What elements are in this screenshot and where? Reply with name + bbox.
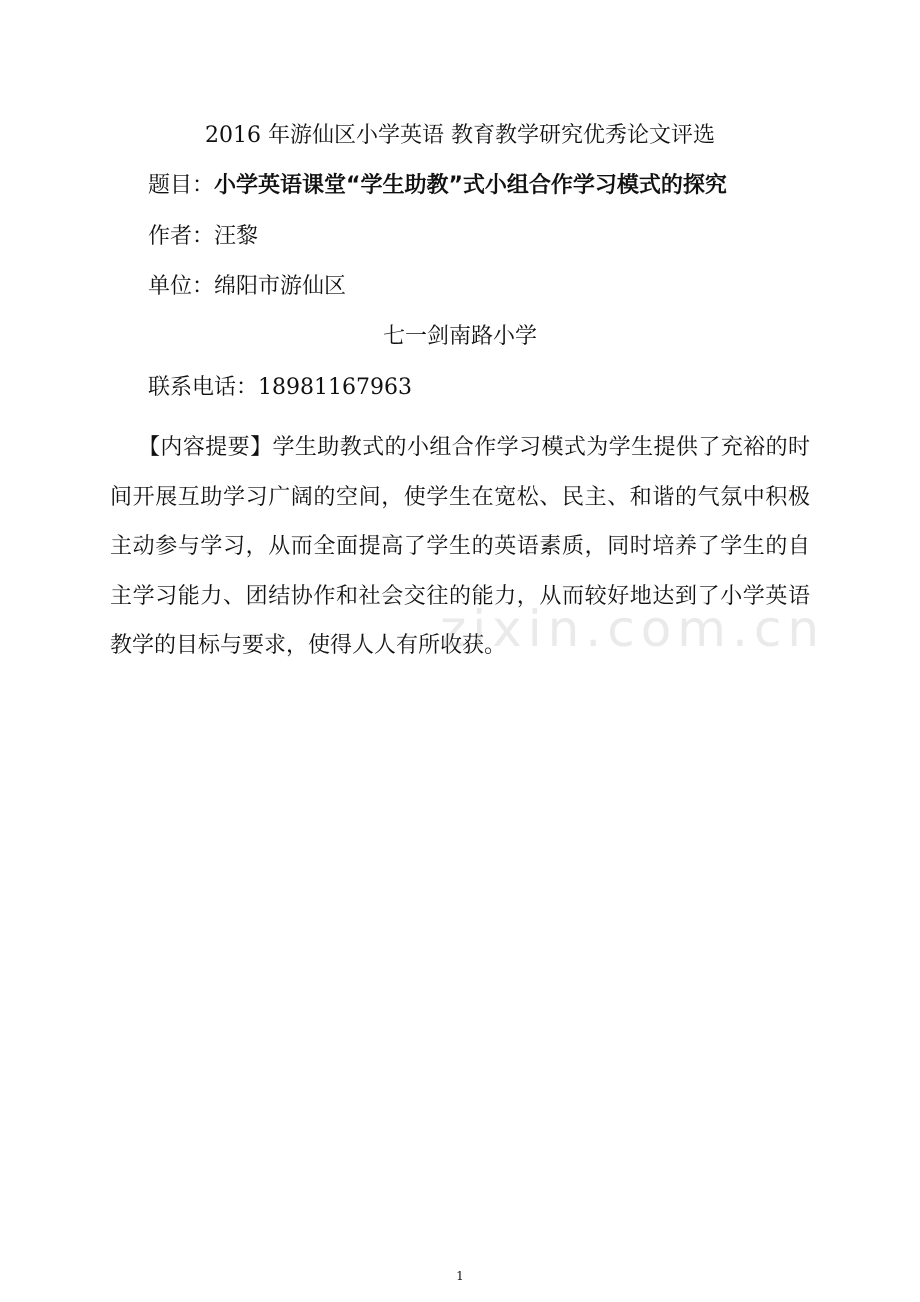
author-label: 作者： (148, 224, 215, 249)
topic-line (148, 171, 727, 201)
topic-label: 题目： (148, 173, 215, 198)
phone-value: 18981167963 (258, 375, 412, 400)
unit-value-line2: 七一剑南路小学 (382, 324, 537, 349)
author-line (148, 222, 258, 252)
watermark-text: zixin.com.cn (440, 600, 826, 658)
unit-value-line1: 绵阳市游仙区 (214, 274, 347, 299)
topic-value: 小学英语课堂“学生助教”式小组合作学习模式的探究 (214, 173, 727, 198)
document-title: 2016 年游仙区小学英语 教育教学研究优秀论文评选 (205, 123, 715, 148)
abstract-text: 学生助教式的小组合作学习模式为学生提供了充裕的时间开展互助学习广阔的空间，使学生在宽松、民主、和谐的气氛中积极主动参与学习，从而全面提高了学生的英语素质，同时培养了学生的自主学习能力、团结协作和社会交往的能力，从而较好地达到了小学英语教学的目标与要求，使得人人有所收获。 (110, 435, 810, 658)
phone-label: 联系电话： (148, 375, 259, 400)
page-number: 1 (456, 1269, 464, 1283)
unit-label: 单位： (148, 274, 215, 299)
unit-line (148, 272, 346, 302)
abstract-label: 【内容提要】 (138, 435, 273, 460)
phone-line (148, 373, 412, 403)
author-value: 汪黎 (214, 224, 259, 249)
